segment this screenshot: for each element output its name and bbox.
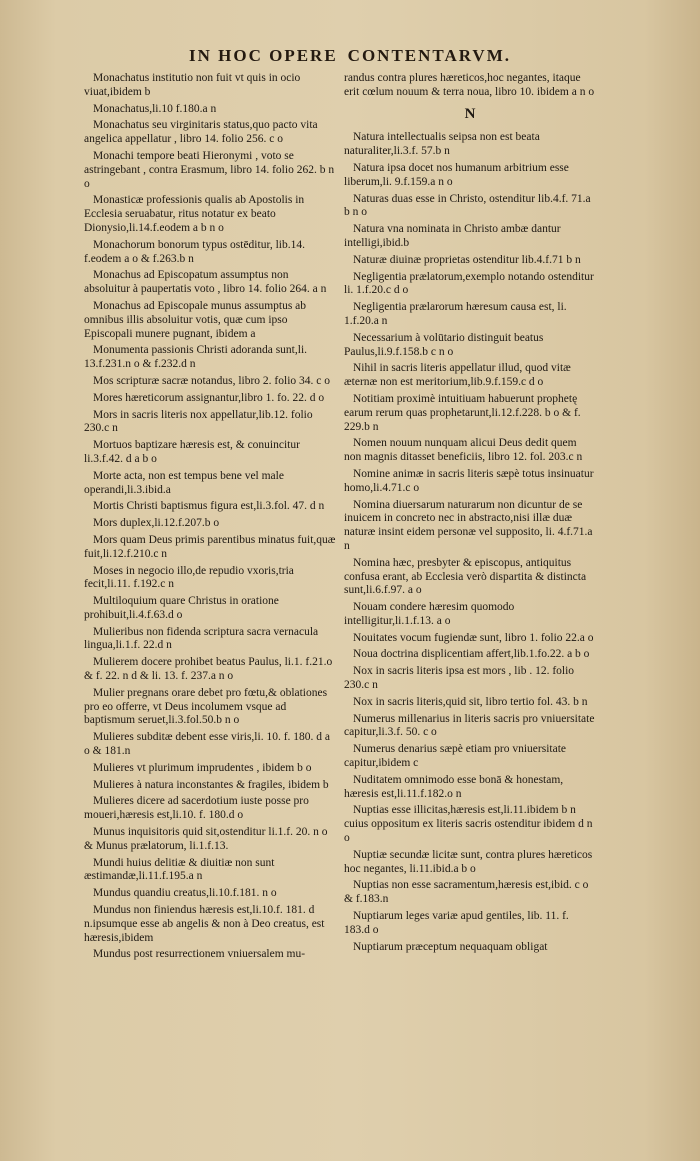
index-entry: Mundus non finiendus hæresis est,li.10.f. 181. d n.ipsumque esse ab angelis & non à Deo creatus, est hæresis,ibidem (84, 904, 325, 944)
index-entry: Mulieres à natura inconstantes & fragiles, ibidem b (93, 778, 329, 791)
index-entry: Notitiam proximè intuitiuam habuerunt prophetę earum rerum quas prophetarunt,li.12.f.228. b o & f. 229.b n (344, 392, 581, 433)
index-entry: Nuptias esse illicitas,hæresis est,li.11.ibidem b n cuius oppositum ex literis sacris ostenditur ibidem d n o (344, 804, 593, 845)
index-entry: Mores hæreticorum assignantur,libro 1. fo. 22. d o (93, 391, 325, 404)
index-entry: Naturæ diuinæ proprietas ostenditur lib.4.f.71 b n (353, 253, 581, 266)
index-entry: Nuptiarum præceptum nequaquam obligat (353, 940, 548, 953)
index-entry: Nox in sacris literis,quid sit, libro tertio fol. 43. b n (353, 695, 588, 708)
index-entry: Nihil in sacris literis appellatur illud, quod vitæ æternæ non est meritorium,lib.9.f.159.c d o (344, 362, 571, 389)
index-entry: Natura intellectualis seipsa non est beata naturaliter,li.3.f. 57.b n (344, 131, 540, 158)
index-entry: Moses in negocio illo,de repudio vxoris,tria fecit,li.11. f.192.c n (84, 564, 294, 591)
index-entry: Nomina diuersarum naturarum non dicuntur de se inuicem in concreto nec in abstracto,nisi illæ duæ naturæ insint eidem personæ vel supposito, li. 4.f.71.a n (344, 498, 593, 552)
index-entry: Mundus quandiu creatus,li.10.f.181. n o (93, 887, 277, 900)
right-column (344, 72, 596, 957)
index-entry: Monachus ad Episcopatum assumptus non absoluitur à paupertatis voto , libro 14. folio 264. a n (84, 269, 327, 296)
running-header (0, 46, 700, 66)
index-entry: Munus inquisitoris quid sit,ostenditur li.1.f. 20. n o & Munus prælatorum, li.1.f.13. (84, 826, 328, 852)
index-entry: Naturas duas esse in Christo, ostenditur lib.4.f. 71.a b n o (344, 192, 591, 219)
index-entry: Nox in sacris literis ipsa est mors , lib . 12. folio 230.c n (344, 665, 575, 692)
index-entry: Nuptias non esse sacramentum,hæresis est,ibid. c o & f.183.n (344, 879, 589, 906)
index-entry: Mors quam Deus primis parentibus minatus fuit,quæ fuit,li.12.f.210.c n (84, 533, 336, 560)
index-entry: Nouitates vocum fugiendæ sunt, libro 1. folio 22.a o (353, 631, 594, 644)
index-entry: Monachatus,li.10 f.180.a n (93, 102, 217, 115)
index-entry: Mulieres subditæ debent esse viris,li. 10. f. 180. d a o & 181.n (84, 731, 330, 758)
index-entry: Mortuos baptizare hæresis est, & conuincitur li.3.f.42. d a b o (84, 439, 300, 465)
index-entry: Numerus denarius sæpè etiam pro vniuersitate capitur,ibidem c (344, 743, 567, 770)
index-entry: Negligentia prælarorum hæresum causa est, li. 1.f.20.a n (344, 301, 567, 327)
index-entry: Nuditatem omnimodo esse bonā & honestam, hæresis est,li.11.f.182.o n (344, 773, 564, 800)
index-entry: Nuptiæ secundæ licitæ sunt, contra plures hæreticos hoc negantes, li.11.ibid.a b o (344, 848, 593, 875)
index-entry: Mors duplex,li.12.f.207.b o (93, 517, 220, 530)
index-entry: Monasticæ professionis qualis ab Apostolis in Ecclesia seruabatur, ritus notatur ex beato Dionysio,li.14.f.eodem a b n o (84, 194, 305, 234)
index-entry: Necessarium à volūtario distinguit beatus Paulus,li.9.f.158.b c n o (344, 331, 544, 358)
index-entry: Mulier pregnans orare debet pro fœtu,& oblationes pro eo offerre, vt Deus incolumem vsque ad baptismum seruet,li.3.fol.50.b n o (84, 686, 328, 727)
index-entry: randus contra plures hæreticos,hoc negantes, itaque erit cœlum nouum & terra noua, libro 10. ibidem a n o (344, 72, 595, 98)
index-entry: Nomen nouum nunquam alicui Deus dedit quem non magnis ditasset beneficiis, libro 12. fol. 203.c n (344, 437, 583, 464)
index-entry: Nouam condere hæresim quomodo intelligitur,li.1.f.13. a o (344, 601, 515, 627)
header-left: IN HOC OPERE (188, 46, 338, 65)
index-entry: Noua doctrina displicentiam affert,lib.1.fo.22. a b o (353, 648, 590, 661)
index-entry: Mors in sacris literis nox appellatur,lib.12. folio 230.c n (84, 408, 313, 435)
index-entry: Nomine animæ in sacris literis sæpè totus insinuatur homo,li.4.71.c o (344, 467, 594, 494)
index-entry: Morte acta, non est tempus bene vel male operandi,li.3.ibid.a (84, 469, 284, 496)
index-entry: Monachus ad Episcopale munus assumptus ab omnibus illis absoluitur votis, quæ cum ipso Episcopali munere pugnant, ibidem a (84, 299, 307, 340)
index-entry: Mortis Christi baptismus figura est,li.3.fol. 47. d n (93, 500, 325, 513)
index-entry: Nuptiarum leges variæ apud gentiles, lib. 11. f. 183.d o (344, 910, 569, 936)
section-letter: N (464, 105, 476, 122)
index-entry: Mulieribus non fidenda scriptura sacra vernacula lingua,li.1.f. 22.d n (84, 625, 319, 652)
index-entry: Natura ipsa docet nos humanum arbitrium esse liberum,li. 9.f.159.a n o (344, 161, 569, 188)
index-entry: Monachi tempore beati Hieronymi , voto se astringebant , contra Erasmum, libro 14. folio 262. b n o (84, 149, 335, 190)
index-entry: Monachorum bonorum typus ostēditur, lib.14. f.eodem a o & f.263.b n (84, 238, 305, 265)
index-entry: Mulierem docere prohibet beatus Paulus, li.1. f.21.o & f. 22. n d & li. 13. f. 237.a n o (84, 656, 333, 683)
index-entry: Monachatus institutio non fuit vt quis in ocio viuat,ibidem b (84, 72, 301, 98)
index-entry: Natura vna nominata in Christo ambæ dantur intelligi,ibid.b (344, 223, 561, 249)
index-entry: Mulieres vt plurimum imprudentes , ibidem b o (93, 761, 312, 774)
index-entry: Numerus millenarius in literis sacris pro vniuersitate capitur,li.3.f. 50. c o (344, 712, 595, 739)
index-entry: Nomina hæc, presbyter & episcopus, antiquitus confusa erant, ab Ecclesia verò dispartita & distincta sunt,li.6.f.97. a o (344, 556, 587, 597)
left-column (84, 72, 336, 965)
index-entry: Mos scripturæ sacræ notandus, libro 2. folio 34. c o (93, 374, 331, 387)
right-column-entries (344, 131, 596, 954)
index-entry: Multiloquium quare Christus in oratione prohibuit,li.4.f.63.d o (84, 595, 279, 621)
index-entry: Negligentia prælatorum,exemplo notando ostenditur li. 1.f.20.c d o (344, 270, 594, 297)
index-entry: Monachatus seu virginitaris status,quo pacto vita angelica appellatur , libro 14. folio 256. c o (84, 119, 318, 146)
right-column-continuation (344, 72, 596, 100)
header-right: CONTENTARVM. (347, 46, 512, 65)
index-entry: Mulieres dicere ad sacerdotium iuste posse pro moueri,hæresis est,li.10. f. 180.d o (84, 795, 309, 822)
index-entry: Mundi huius delitiæ & diuitiæ non sunt æstimandæ,li.11.f.195.a n (84, 856, 275, 883)
index-entry: Mundus post resurrectionem vniuersalem mu- (93, 948, 306, 961)
index-entry: Monumenta passionis Christi adoranda sunt,li. 13.f.231.n o & f.232.d n (84, 344, 308, 371)
